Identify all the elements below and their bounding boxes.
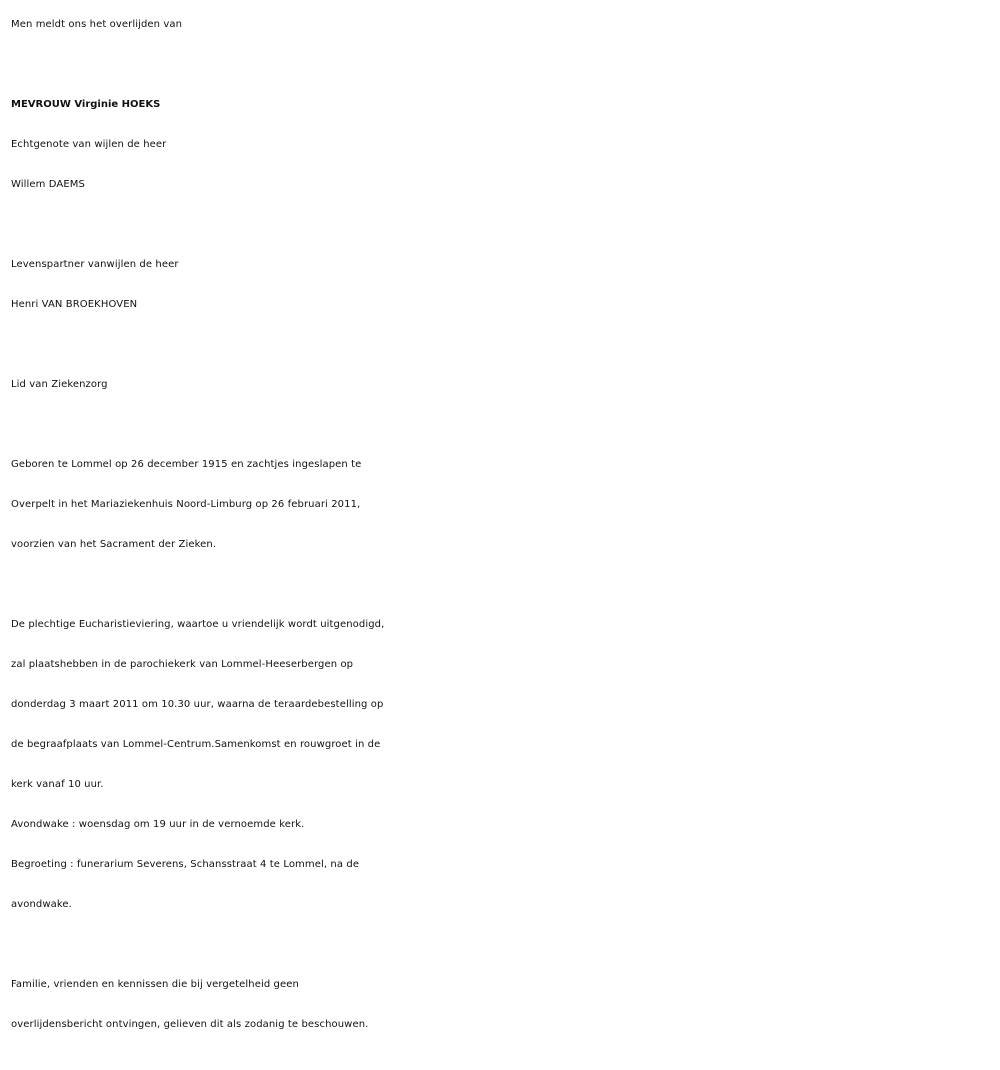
birth-death-line: Geboren te Lommel op 26 december 1915 en zachtjes ingeslapen te [11, 459, 362, 470]
birth-death-line: voorzien van het Sacrament der Zieken. [11, 539, 217, 550]
spacer [11, 565, 996, 605]
greeting-line: Begroeting : funerarium Severens, Schansstraat 4 te Lommel, na de [11, 859, 360, 870]
spacer [11, 205, 996, 245]
closing-block [11, 965, 996, 1045]
death-notice [11, 5, 996, 1045]
partner-line: Levenspartner vanwijlen de heer [11, 259, 179, 270]
greeting-line: avondwake. [11, 899, 72, 910]
ceremony-line: de begraafplaats van Lommel-Centrum.Samenkomst en rouwgroet in de [11, 739, 381, 750]
closing-line: overlijdensbericht ontvingen, gelieven dit als zodanig te beschouwen. [11, 1019, 369, 1030]
deceased-name: MEVROUW Virginie HOEKS [11, 99, 161, 110]
ceremony-line: De plechtige Eucharistieviering, waartoe u vriendelijk wordt uitgenodigd, [11, 619, 385, 630]
spacer [11, 925, 996, 965]
closing-line: Familie, vrienden en kennissen die bij vergetelheid geen [11, 979, 299, 990]
partner-block [11, 245, 996, 325]
birth-death-line: Overpelt in het Mariaziekenhuis Noord-Limburg op 26 februari 2011, [11, 499, 361, 510]
spacer [11, 325, 996, 365]
intro-text: Men meldt ons het overlijden van [11, 19, 183, 30]
ceremony-line: donderdag 3 maart 2011 om 10.30 uur, waarna de teraardebestelling op [11, 699, 384, 710]
spouse-name: Willem DAEMS [11, 179, 85, 190]
spouse-block [11, 125, 996, 205]
wake-line: Avondwake : woensdag om 19 uur in de vernoemde kerk. [11, 819, 305, 830]
membership-text: Lid van Ziekenzorg [11, 379, 108, 390]
spacer [11, 405, 996, 445]
ceremony-block [11, 605, 996, 925]
spouse-line: Echtgenote van wijlen de heer [11, 139, 167, 150]
ceremony-line: kerk vanaf 10 uur. [11, 779, 104, 790]
partner-name: Henri VAN BROEKHOVEN [11, 299, 138, 310]
birth-death-block [11, 445, 996, 565]
ceremony-line: zal plaatshebben in de parochiekerk van Lommel-Heeserbergen op [11, 659, 354, 670]
